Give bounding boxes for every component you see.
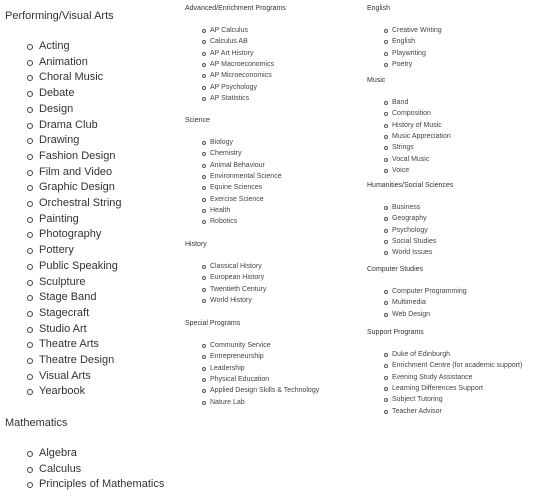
section-advanced-enrichment <box>185 4 365 104</box>
subject-item[interactable]: Multimedia <box>367 297 538 308</box>
subject-item[interactable]: Yearbook <box>5 384 180 400</box>
bullet-icon <box>27 217 33 223</box>
bullet-icon <box>27 107 33 113</box>
subject-item[interactable]: Duke of Edinburgh <box>367 349 538 360</box>
subject-item[interactable]: Social Studies <box>367 236 538 247</box>
subject-item[interactable]: Nature Lab <box>185 397 365 408</box>
bullet-icon <box>384 101 388 105</box>
section-heading: Advanced/Enrichment Programs <box>185 5 286 12</box>
subject-item[interactable]: Pottery <box>5 243 180 259</box>
subject-item[interactable]: History of Music <box>367 120 538 131</box>
section-heading: Mathematics <box>5 417 68 429</box>
subject-item[interactable]: AP Art History <box>185 48 365 59</box>
bullet-icon <box>27 60 33 66</box>
subject-item[interactable]: World History <box>185 295 365 306</box>
bullet-icon <box>202 288 206 292</box>
subject-item[interactable]: Calculus <box>5 462 180 478</box>
bullet-icon <box>27 264 33 270</box>
subject-item[interactable]: Stage Band <box>5 290 180 306</box>
bullet-icon <box>384 29 388 33</box>
subject-item[interactable]: Psychology <box>367 225 538 236</box>
bullet-icon <box>202 152 206 156</box>
subject-item[interactable]: Web Design <box>367 309 538 320</box>
bullet-icon <box>27 44 33 50</box>
subject-item[interactable]: AP Microeconomics <box>185 70 365 81</box>
bullet-icon <box>202 141 206 145</box>
bullet-icon <box>27 482 33 488</box>
subject-item[interactable]: Exercise Science <box>185 194 365 205</box>
bullet-icon <box>384 313 388 317</box>
bullet-icon <box>27 123 33 129</box>
subject-item[interactable]: AP Macroeconomics <box>185 59 365 70</box>
subject-item[interactable]: Classical History <box>185 261 365 272</box>
bullet-icon <box>202 74 206 78</box>
bullet-icon <box>384 124 388 128</box>
subject-item[interactable]: Design <box>5 102 180 118</box>
subject-item[interactable]: Teacher Advisor <box>367 406 538 417</box>
subject-list <box>367 202 538 259</box>
subject-item[interactable]: Theatre Design <box>5 353 180 369</box>
bullet-icon <box>384 353 388 357</box>
bullet-icon <box>202 389 206 393</box>
bullet-icon <box>384 146 388 150</box>
bullet-icon <box>202 40 206 44</box>
bullet-icon <box>384 63 388 67</box>
bullet-icon <box>202 198 206 202</box>
bullet-icon <box>384 410 388 414</box>
subject-item[interactable]: Public Speaking <box>5 259 180 275</box>
subject-item[interactable]: Twentieth Century <box>185 284 365 295</box>
bullet-icon <box>384 112 388 116</box>
subject-item[interactable]: Theatre Arts <box>5 337 180 353</box>
subject-item[interactable]: Fashion Design <box>5 149 180 165</box>
subject-item[interactable]: Sculpture <box>5 275 180 291</box>
bullet-icon <box>384 376 388 380</box>
bullet-icon <box>202 220 206 224</box>
subject-list <box>367 286 538 320</box>
subject-item[interactable]: Leadership <box>185 363 365 374</box>
subject-item[interactable]: Studio Art <box>5 322 180 338</box>
section-heading: Support Programs <box>367 329 424 336</box>
section-heading: English <box>367 5 390 12</box>
section-heading: Special Programs <box>185 320 241 327</box>
bullet-icon <box>384 251 388 255</box>
subject-item[interactable]: English <box>367 36 538 47</box>
bullet-icon <box>384 158 388 162</box>
bullet-icon <box>202 378 206 382</box>
bullet-icon <box>202 401 206 405</box>
subject-item[interactable]: Creative Writing <box>367 25 538 36</box>
subject-item[interactable]: Community Service <box>185 340 365 351</box>
subject-item[interactable]: Applied Design Skills & Technology <box>185 385 365 396</box>
subject-list <box>185 25 365 104</box>
bullet-icon <box>384 229 388 233</box>
subject-item[interactable]: Geography <box>367 213 538 224</box>
bullet-icon <box>202 186 206 190</box>
bullet-icon <box>384 240 388 244</box>
subject-item[interactable]: Biology <box>185 137 365 148</box>
bullet-icon <box>384 364 388 368</box>
bullet-icon <box>384 135 388 139</box>
bullet-icon <box>202 97 206 101</box>
bullet-icon <box>27 185 33 191</box>
subject-item[interactable]: Computer Programming <box>367 286 538 297</box>
subject-item[interactable]: Painting <box>5 212 180 228</box>
section-heading: Humanities/Social Sciences <box>367 182 454 189</box>
bullet-icon <box>27 138 33 144</box>
bullet-icon <box>202 209 206 213</box>
bullet-icon <box>384 387 388 391</box>
subject-item[interactable]: Graphic Design <box>5 180 180 196</box>
subject-list <box>367 25 538 70</box>
section-heading: Performing/Visual Arts <box>5 10 114 22</box>
bullet-icon <box>202 276 206 280</box>
subject-item[interactable]: Evening Study Assistance <box>367 372 538 383</box>
bullet-icon <box>27 248 33 254</box>
subject-item[interactable]: Drawing <box>5 133 180 149</box>
subject-item[interactable]: Band <box>367 97 538 108</box>
bullet-icon <box>27 327 33 333</box>
subject-item[interactable]: Strings <box>367 142 538 153</box>
section-english <box>367 4 538 70</box>
subject-item[interactable]: Voice <box>367 165 538 176</box>
section-heading: Computer Studies <box>367 266 424 273</box>
subject-item[interactable]: Acting <box>5 39 180 55</box>
bullet-icon <box>27 374 33 380</box>
subject-item[interactable]: Robotics <box>185 216 365 227</box>
section-music <box>367 76 538 176</box>
subject-item[interactable]: European History <box>185 272 365 283</box>
bullet-icon <box>202 175 206 179</box>
bullet-icon <box>27 75 33 81</box>
bullet-icon <box>384 217 388 221</box>
bullet-icon <box>27 170 33 176</box>
subject-item[interactable]: Health <box>185 205 365 216</box>
subject-item[interactable]: AP Psychology <box>185 82 365 93</box>
subject-item[interactable]: Chemistry <box>185 148 365 159</box>
section-heading: History <box>185 241 207 248</box>
bullet-icon <box>27 232 33 238</box>
subject-item[interactable]: Calculus AB <box>185 36 365 47</box>
subject-item[interactable]: Visual Arts <box>5 369 180 385</box>
bullet-icon <box>202 52 206 56</box>
bullet-icon <box>27 295 33 301</box>
subject-item[interactable]: Subject Tutoring <box>367 394 538 405</box>
bullet-icon <box>27 451 33 457</box>
subject-item[interactable]: Environmental Science <box>185 171 365 182</box>
bullet-icon <box>27 280 33 286</box>
bullet-icon <box>202 367 206 371</box>
bullet-icon <box>384 398 388 402</box>
subject-list <box>5 446 180 493</box>
subject-item[interactable]: Composition <box>367 108 538 119</box>
bullet-icon <box>202 299 206 303</box>
bullet-icon <box>27 342 33 348</box>
bullet-icon <box>384 52 388 56</box>
subject-item[interactable]: Vocal Music <box>367 154 538 165</box>
bullet-icon <box>27 91 33 97</box>
subject-item[interactable]: Entrepreneurship <box>185 351 365 362</box>
bullet-icon <box>202 344 206 348</box>
bullet-icon <box>27 358 33 364</box>
subject-item[interactable]: Choral Music <box>5 70 180 86</box>
section-performing-visual-arts <box>5 9 180 400</box>
bullet-icon <box>27 154 33 160</box>
section-mathematics <box>5 416 180 493</box>
bullet-icon <box>384 290 388 294</box>
bullet-icon <box>202 164 206 168</box>
bullet-icon <box>384 301 388 305</box>
subject-item[interactable]: AP Statistics <box>185 93 365 104</box>
subject-item[interactable]: Learning Differences Support <box>367 383 538 394</box>
subject-item[interactable]: Music Appreciation <box>367 131 538 142</box>
bullet-icon <box>202 86 206 90</box>
bullet-icon <box>27 467 33 473</box>
subject-item[interactable]: Poetry <box>367 59 538 70</box>
subject-list <box>185 261 365 306</box>
section-special-programs <box>185 319 365 408</box>
subject-item[interactable]: AP Calculus <box>185 25 365 36</box>
bullet-icon <box>202 63 206 67</box>
subject-item[interactable]: Algebra <box>5 446 180 462</box>
subject-item[interactable]: Debate <box>5 86 180 102</box>
subject-item[interactable]: Animal Behaviour <box>185 160 365 171</box>
subject-list <box>5 39 180 400</box>
subject-item[interactable]: Film and Video <box>5 165 180 181</box>
bullet-icon <box>202 29 206 33</box>
bullet-icon <box>202 265 206 269</box>
subject-list <box>185 137 365 228</box>
section-support-programs <box>367 328 538 417</box>
bullet-icon <box>384 169 388 173</box>
subject-item[interactable]: Drama Club <box>5 118 180 134</box>
bullet-icon <box>384 206 388 210</box>
subject-item[interactable]: Principles of Mathematics <box>5 477 180 493</box>
bullet-icon <box>27 201 33 207</box>
section-science <box>185 116 365 228</box>
section-heading: Science <box>185 117 210 124</box>
subject-item[interactable]: Equine Sciences <box>185 182 365 193</box>
bullet-icon <box>202 355 206 359</box>
subject-list <box>367 349 538 417</box>
section-humanities-social-sciences <box>367 181 538 259</box>
subject-list <box>185 340 365 408</box>
section-heading: Music <box>367 77 386 84</box>
bullet-icon <box>27 389 33 395</box>
subject-item[interactable]: Playwriting <box>367 48 538 59</box>
section-history <box>185 240 365 306</box>
subject-item[interactable]: Enrichment Centre (for academic support) <box>367 360 538 371</box>
subject-item[interactable]: Stagecraft <box>5 306 180 322</box>
subject-item[interactable]: World Issues <box>367 247 538 258</box>
subject-item[interactable]: Business <box>367 202 538 213</box>
bullet-icon <box>27 311 33 317</box>
subject-list <box>367 97 538 176</box>
subject-item[interactable]: Photography <box>5 227 180 243</box>
subject-item[interactable]: Physical Education <box>185 374 365 385</box>
subject-item[interactable]: Orchestral String <box>5 196 180 212</box>
section-computer-studies <box>367 265 538 320</box>
bullet-icon <box>384 40 388 44</box>
subject-item[interactable]: Animation <box>5 55 180 71</box>
